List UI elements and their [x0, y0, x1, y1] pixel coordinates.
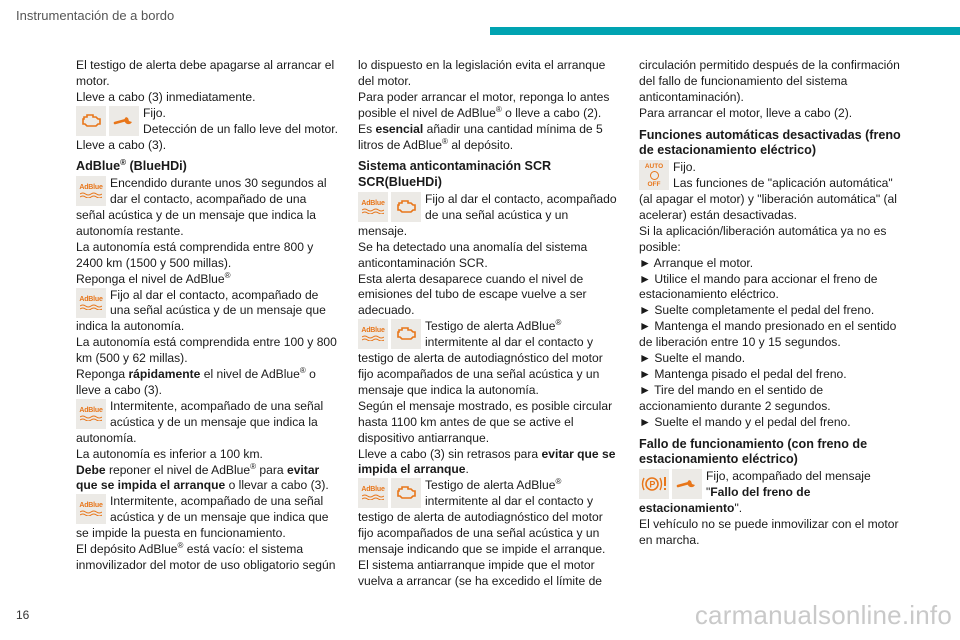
paragraph: Fijo al dar el contacto, acompañado de una señal acústica y de un mensaje que indica la autonomía.: [76, 287, 326, 334]
paragraph: Encendido durante unos 30 segundos al dar el contacto, acompañado de una señal acústica y de un mensaje que indica la autonomía restante.: [76, 176, 327, 238]
warning-icons: [639, 160, 669, 190]
step-item: ► Suelte completamente el pedal del freno.: [639, 303, 875, 318]
step-item: ► Suelte el mando.: [639, 351, 746, 366]
warning-icons: [358, 478, 421, 508]
heading-scr: Sistema anticontaminación SCR SCR(BlueHDi): [358, 159, 552, 190]
paragraph: circulación permitido después de la confirmación del fallo de funcionamiento del sistema anticontaminación).: [639, 58, 900, 104]
step-item: ► Tire del mando en el sentido de accionamiento durante 2 segundos.: [639, 382, 831, 413]
parking-brake-fault-icon: [639, 469, 669, 499]
paragraph: Reponga el nivel de AdBlue®: [76, 270, 231, 286]
paragraph: Fijo.: [673, 160, 696, 175]
warning-icons: [639, 469, 702, 499]
warning-icons: [76, 288, 106, 318]
paragraph: Testigo de alerta AdBlue® intermitente al dar el contacto y testigo de alerta de autodiagnóstico del motor fijo acompañados de una señal acústica y un mensaje que indica la autonomía.: [358, 318, 603, 397]
accent-bar: [490, 27, 960, 35]
paragraph: El depósito AdBlue® está vacío: el sistema inmovilizador del motor de uso obligatorio según: [76, 541, 336, 572]
heading-adblue: AdBlue® (BlueHDi): [76, 158, 187, 174]
wrench-icon: [109, 106, 139, 136]
engine-warning-icon: [76, 106, 106, 136]
adblue-icon: AdBlue: [76, 176, 106, 206]
paragraph: Lleve a cabo (3) sin retrasos para evitar que se impida el arranque.: [358, 446, 616, 477]
auto-off-parking-brake-icon: AUTO OFF: [639, 160, 669, 190]
adblue-icon: AdBlue: [358, 319, 388, 349]
paragraph: La autonomía está comprendida entre 100 y 800 km (500 y 62 millas).: [76, 335, 337, 366]
paragraph: Intermitente, acompañado de una señal acústica y de un mensaje que indica la autonomía.: [76, 398, 324, 445]
paragraph: Fijo al dar el contacto, acompañado de una señal acústica y un mensaje.: [358, 192, 617, 238]
paragraph: El sistema antiarranque impide que el motor vuelva a arrancar (se ha excedido el límite de: [358, 557, 603, 588]
paragraph: Testigo de alerta AdBlue® intermitente al dar el contacto y testigo de alerta de autodiagnóstico del motor fijo acompañados de una señal acústica y un mensaje indicando que se impide el arranque.: [358, 477, 606, 556]
engine-warning-icon: [391, 478, 421, 508]
adblue-icon: AdBlue: [358, 478, 388, 508]
step-item: ► Mantenga el mando presionado en el sentido de liberación entre 10 y 15 segundos.: [639, 319, 897, 350]
paragraph: Esta alerta desaparece cuando el nivel de emisiones del tubo de escape vuelve a ser adecuado.: [358, 271, 587, 318]
heading-malfunction: Fallo de funcionamiento (con freno de estacionamiento eléctrico): [639, 436, 868, 467]
warning-icons: [76, 399, 106, 429]
paragraph: La autonomía es inferior a 100 km.: [76, 446, 263, 461]
adblue-icon: AdBlue: [76, 399, 106, 429]
warning-icons: [358, 319, 421, 349]
engine-warning-icon: [391, 319, 421, 349]
paragraph: Fijo, acompañado del mensaje "Fallo del freno de estacionamiento".: [639, 469, 871, 516]
warning-icons: [76, 176, 106, 206]
paragraph: Se ha detectado una anomalía del sistema anticontaminación SCR.: [358, 239, 588, 270]
paragraph: El vehículo no se puede inmovilizar con el motor en marcha.: [639, 516, 899, 547]
engine-warning-icon: [391, 192, 421, 222]
paragraph: Debe reponer el nivel de AdBlue® para evitar que se impida el arranque o llevar a cabo (3).: [76, 461, 329, 493]
paragraph: Lleve a cabo (3).: [76, 137, 167, 152]
paragraph: El testigo de alerta debe apagarse al arrancar el motor.: [76, 58, 335, 88]
paragraph: Si la aplicación/liberación automática ya no es posible:: [639, 223, 887, 254]
paragraph: Intermitente, acompañado de una señal acústica y de un mensaje que indica que se impide la puesta en funcionamiento.: [76, 494, 329, 541]
step-item: ► Utilice el mando para accionar el freno de estacionamiento eléctrico.: [639, 271, 878, 302]
wrench-icon: [672, 469, 702, 499]
warning-icons: [76, 494, 106, 524]
svg-text:P: P: [649, 479, 656, 490]
column-2: [358, 58, 620, 590]
paragraph: lo dispuesto en la legislación evita el arranque del motor.: [358, 58, 606, 88]
page-header: [0, 0, 960, 44]
watermark-url: carmanualsonline.info: [694, 600, 952, 630]
column-1: [76, 58, 338, 574]
step-item: ► Arranque el motor.: [639, 255, 754, 270]
step-item: ► Mantenga pisado el pedal del freno.: [639, 367, 847, 381]
warning-icons: [76, 106, 139, 136]
paragraph: Para arrancar el motor, lleve a cabo (2).: [639, 105, 853, 120]
paragraph: La autonomía está comprendida entre 800 y 2400 km (1500 y 500 millas).: [76, 239, 314, 270]
step-item: ► Suelte el mando y el pedal del freno.: [639, 414, 851, 429]
section-title: Instrumentación de a bordo: [16, 8, 175, 23]
paragraph: Según el mensaje mostrado, es posible circular hasta 1100 km antes de que se active el dispositivo antiarranque.: [358, 398, 613, 445]
paragraph: Fijo.: [143, 105, 166, 120]
paragraph: Las funciones de "aplicación automática" (al apagar el motor) y "liberación automática" (al acelerar) están desactivadas.: [639, 176, 897, 222]
heading-auto-functions: Funciones automáticas desactivadas (freno de estacionamiento eléctrico): [639, 127, 901, 158]
paragraph: Es esencial añadir una cantidad mínima de 5 litros de AdBlue® al depósito.: [358, 121, 603, 152]
paragraph: Reponga rápidamente el nivel de AdBlue® o lleve a cabo (3).: [76, 366, 316, 398]
paragraph: Detección de un fallo leve del motor.: [143, 121, 338, 136]
page-number: 16: [16, 608, 30, 622]
adblue-icon: AdBlue: [76, 288, 106, 318]
column-3: [639, 58, 901, 549]
paragraph: Lleve a cabo (3) inmediatamente.: [76, 89, 256, 104]
warning-icons: [358, 192, 421, 222]
paragraph: Para poder arrancar el motor, reponga lo antes posible el nivel de AdBlue® o lleve a cabo (2).: [358, 89, 610, 120]
adblue-icon: AdBlue: [76, 494, 106, 524]
adblue-icon: AdBlue: [358, 192, 388, 222]
